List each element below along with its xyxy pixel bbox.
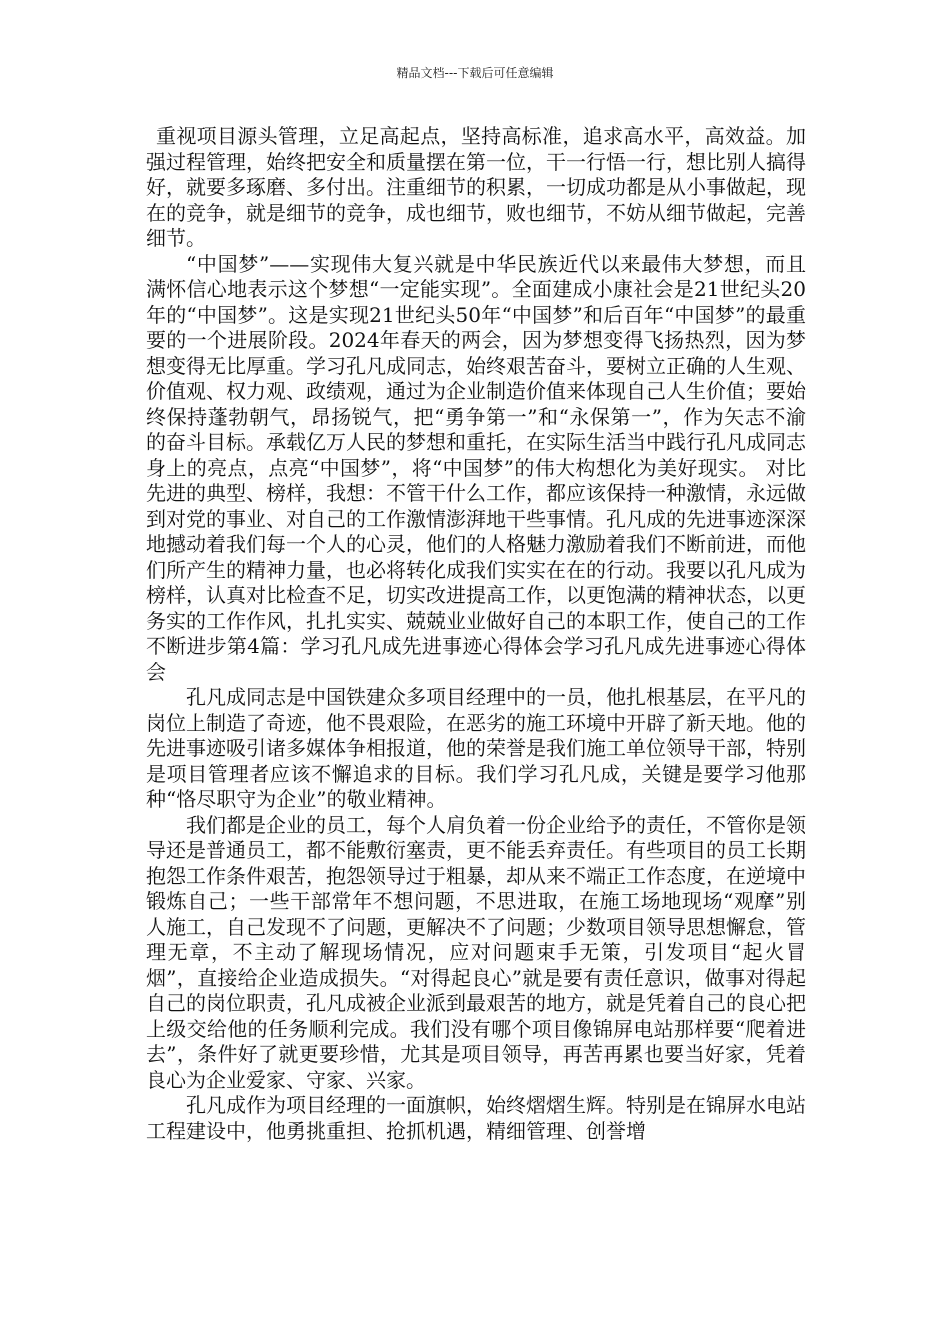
paragraph-1: 重视项目源头管理，立足高起点，坚持高标准，追求高水平，高效益。加强过程管理，始终把安全和质量摆在第一位，干一行悟一行，想比别人搞得好，就要多琢磨、多付出。注重细节的积累，一切成功都是从小事做起，现在的竞争，就是细节的竞争，成也细节，败也细节，不妨从细节做起，完善细节。: [146, 124, 806, 250]
paragraph-4: 我们都是企业的员工，每个人肩负着一份企业给予的责任，不管你是领导还是普通员工，都不能敷衍塞责，更不能丢弃责任。有些项目的员工长期抱怨工作条件艰苦，抱怨领导过于粗暴，却从来不端正工作态度，在逆境中锻炼自己；一些干部常年不想问题，不思进取，在施工场地现场“观摩”别人施工，自己发现不了问题，更解决不了问题；少数项目领导思想懈怠，管理无章，不主动了解现场情况，应对问题束手无策，引发项目“起火冒烟”，直接给企业造成损失。“对得起良心”就是要有责任意识，做事对得起自己的岗位职责，孔凡成被企业派到最艰苦的地方，就是凭着自己的良心把上级交给他的任务顺利完成。我们没有哪个项目像锦屏电站那样要“爬着进去”，条件好了就更要珍惜，尤其是项目领导，再苦再累也要当好家，凭着良心为企业爱家、守家、兴家。: [146, 812, 806, 1092]
paragraph-5: 孔凡成作为项目经理的一面旗帜，始终熠熠生辉。特别是在锦屏水电站工程建设中，他勇挑重担、抢抓机遇，精细管理、创誉增: [146, 1093, 806, 1143]
paragraph-2: “中国梦”——实现伟大复兴就是中华民族近代以来最伟大梦想，而且满怀信心地表示这个梦想“一定能实现”。全面建成小康社会是21世纪头20年的“中国梦”。这是实现21世纪头50年“中国梦”和后百年“中国梦”的最重要的一个进展阶段。2024年春天的两会，因为梦想变得飞扬热烈，因为梦想变得无比厚重。学习孔凡成同志，始终艰苦奋斗，要树立正确的人生观、价值观、权力观、政绩观，通过为企业制造价值来体现自己人生价值；要始终保持蓬勃朝气，昂扬锐气，把“勇争第一”和“永保第一”，作为矢志不渝的奋斗目标。承载亿万人民的梦想和重托，在实际生活当中践行孔凡成同志身上的亮点，点亮“中国梦”，将“中国梦”的伟大构想化为美好现实。 对比先进的典型、榜样，我想：不管干什么工作，都应该保持一种激情，永远做到对党的事业、对自己的工作激情澎湃地干些事情。孔凡成的先进事迹深深地撼动着我们每一个人的心灵，他们的人格魅力激励着我们不断前进，而他们所产生的精神力量，也必将转化成我们实实在在的行动。我要以孔凡成为榜样，认真对比检查不足，切实改进提高工作，以更饱满的精神状态，以更务实的工作作风，扎扎实实、兢兢业业做好自己的本职工作，使自己的工作不断进步第4篇：学习孔凡成先进事迹心得体会学习孔凡成先进事迹心得体会: [146, 251, 806, 684]
paragraph-3: 孔凡成同志是中国铁建众多项目经理中的一员，他扎根基层，在平凡的岗位上制造了奇迹，他不畏艰险，在恶劣的施工环境中开辟了新天地。他的先进事迹吸引诸多媒体争相报道，他的荣誉是我们施工单位领导干部，特别是项目管理者应该不懈追求的目标。我们学习孔凡成，关键是要学习他那种“恪尽职守为企业”的敬业精神。: [146, 685, 806, 811]
document-body: [146, 124, 806, 1144]
page-header: 精品文档---下载后可任意编辑: [396, 66, 554, 80]
